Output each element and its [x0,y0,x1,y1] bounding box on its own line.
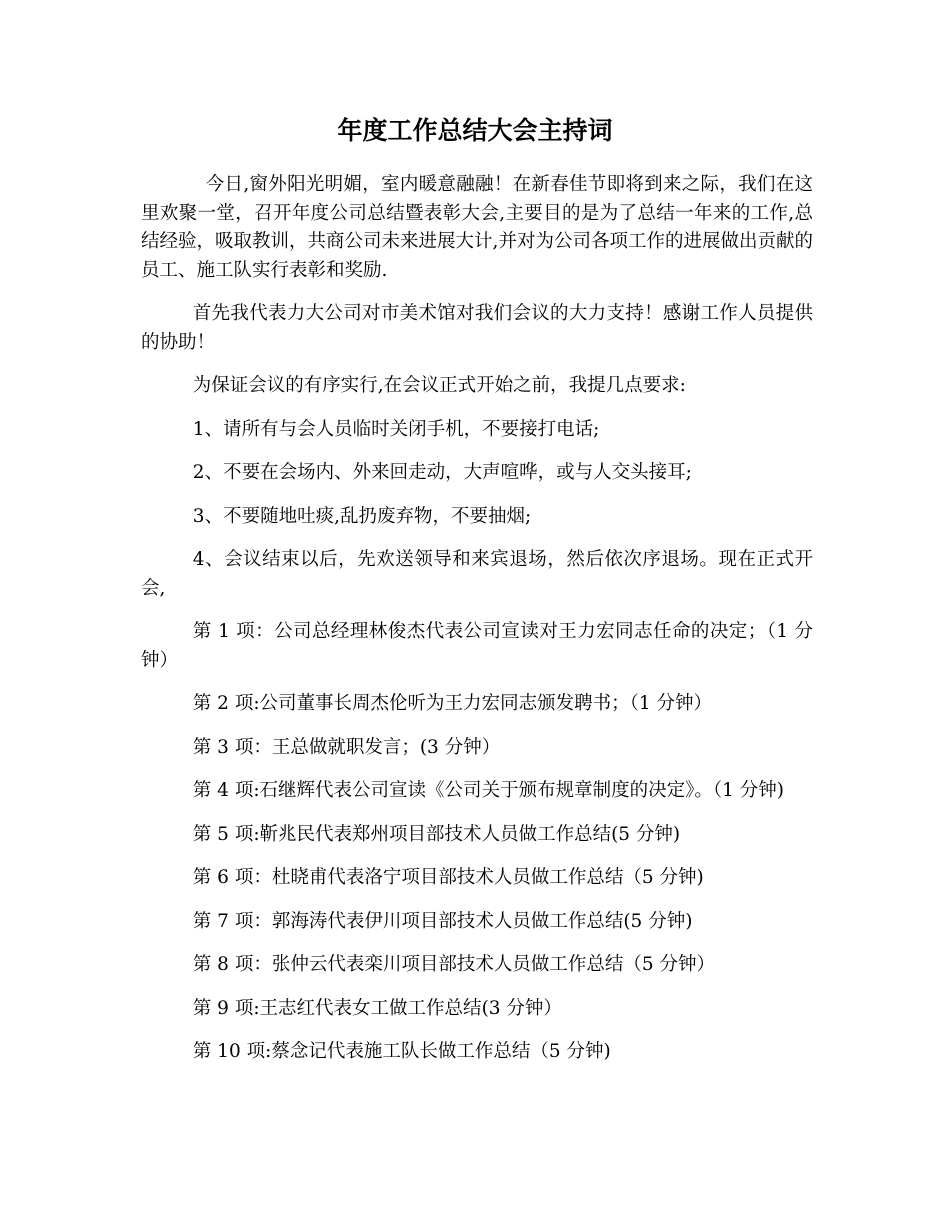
agenda-item: 第 10 项:蔡念记代表施工队长做工作总结（5 分钟) [192,1041,611,1062]
agenda-item: 第 9 项:王志红代表女工做工作总结(3 分钟） [192,997,562,1019]
agenda-item: 第 8 项：张仲云代表栾川项目部技术人员做工作总结（5 分钟） [192,954,715,975]
agenda-item: 第 2 项:公司董事长周杰伦听为王力宏同志颁发聘书；（1 分钟） [192,693,712,714]
requirement-item: 1、请所有与会人员临时关闭手机，不要接打电话; [192,418,600,440]
agenda-item: 第 1 项：公司总经理林俊杰代表公司宣读对王力宏同志任命的决定；（1 分钟） [141,621,813,671]
agenda-item: 第 3 项：王总做就职发言；(3 分钟） [192,736,501,758]
requirement-item: 3、不要随地吐痰,乱扔废弃物，不要抽烟; [192,505,532,527]
requirement-item: 2、不要在会场内、外来回走动，大声喧哗，或与人交头接耳; [192,462,692,483]
requirement-item: 4、会议结束以后，先欢送领导和来宾退场，然后依次序退场。现在正式开会, [141,549,813,599]
document-body [141,171,813,1082]
agenda-item: 第 7 项：郭海涛代表伊川项目部技术人员做工作总结(5 分钟) [192,910,693,932]
agenda-item: 第 6 项：杜晓甫代表洛宁项目部技术人员做工作总结（5 分钟) [192,867,704,888]
agenda-item: 第 4 项:石继辉代表公司宣读《公司关于颁布规章制度的决定》。（1 分钟) [192,780,784,801]
requirements-intro: 为保证会议的有序实行,在会议正式开始之前，我提几点要求: [192,375,686,396]
opening-paragraph: 今日,窗外阳光明媚，室内暖意融融！在新春佳节即将到来之际，我们在这里欢聚一堂，召开年度公司总结暨表彰大会,主要目的是为了总结一年来的工作,总结经验，吸取教训，共商公司未来进展大计,并对为公司各项工作的进展做出贡献的员工、施工队实行表彰和奖励. [141,174,813,281]
document-title: 年度工作总结大会主持词 [337,116,613,145]
agenda-item: 第 5 项:靳兆民代表郑州项目部技术人员做工作总结(5 分钟) [192,823,681,845]
thanks-paragraph: 首先我代表力大公司对市美术馆对我们会议的大力支持！感谢工作人员提供的协助！ [141,303,813,353]
